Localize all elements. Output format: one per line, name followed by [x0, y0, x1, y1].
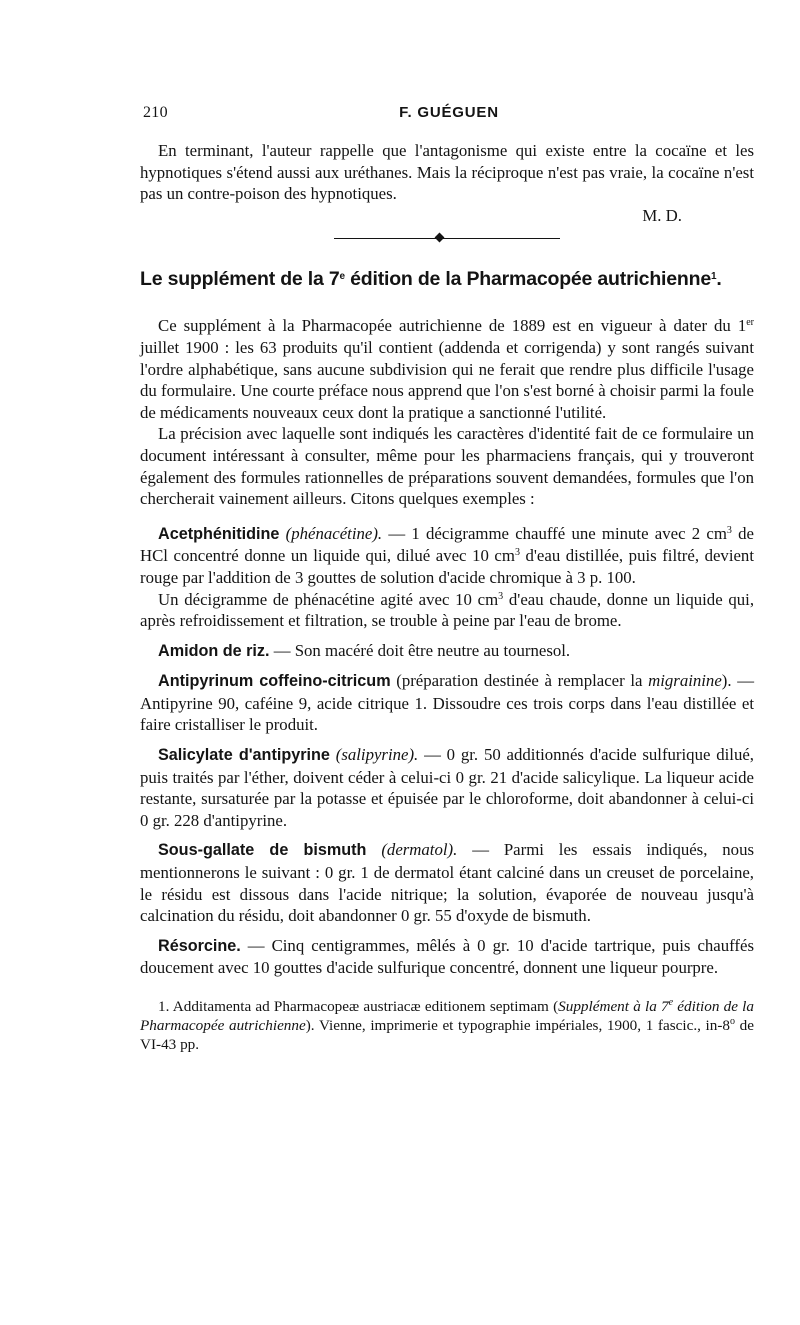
- entry-salicylate: [140, 744, 754, 831]
- text-run: — Parmi les essais indiqués, nous mentionnerons le suivant : 0 gr. 1 de dermatol étant calciné dans un creuset de porcelaine, le résidu est dissous dans l'acide nitrique; la solution, évaporée de nouveau jusqu'à calcination du résidu, doit abandonner 0 gr. 55 d'oxyde de bismuth.: [140, 840, 754, 926]
- page-number: 210: [143, 104, 168, 121]
- text-run: de VI-43 pp.: [140, 1017, 754, 1053]
- paragraph-precision: La précision avec laquelle sont indiqués les caractères d'identité fait de ce formulaire un document intéressant à consulter, même pour les pharmaciens français, qui y trouveront également des formules rationnelles de préparations souvent demandées, formules que l'on chercherait vainement ailleurs. Citons quelques exemples :: [140, 424, 754, 509]
- text-run: — 0 gr. 50 additionnés d'acide sulfurique dilué, puis traités par l'éther, doivent céder à celui-ci 0 gr. 21 d'acide salicylique. La liqueur acide restante, sursaturée par la potasse et épuisée par le chloroforme, doit abandonner à celui-ci 0 gr. 228 d'antipyrine.: [140, 745, 754, 830]
- superscript: er: [746, 317, 754, 329]
- entry-alias: migrainine: [648, 671, 722, 691]
- text-run: 1. Additamenta ad Pharmacopeæ austriacæ editionem septimam (: [158, 998, 559, 1015]
- text-run: — Son macéré doit être neutre au tournesol.: [269, 640, 571, 660]
- section-title-part: .: [716, 268, 722, 291]
- page-body: [140, 140, 754, 1054]
- section-title-superscript: e: [339, 271, 345, 283]
- text-run: d'eau distillée, puis filtré, devient rouge par l'addition de 3 gouttes de solution d'acide chromique à 3 p. 100.: [140, 546, 754, 587]
- entry-amidon: [140, 640, 754, 663]
- text-run: ). — Antipyrine 90, caféine 9, acide citrique 1. Dissoudre ces trois corps dans l'eau distillée et faire cristalliser le produit.: [140, 671, 754, 735]
- signature: M. D.: [642, 205, 682, 225]
- section-title-part: édition de la Pharmacopée autrichienne: [344, 268, 711, 291]
- text-run: — 1 décigramme chauffé une minute avec 2 cm: [382, 523, 727, 543]
- section-title: [140, 267, 754, 291]
- entry-name: Antipyrinum coffeino-citricum: [158, 672, 391, 691]
- text-run: d'eau chaude, donne un liquide qui, après refroidissement et filtration, se trouble à peine par l'eau de brome.: [140, 589, 755, 631]
- superscript: 3: [726, 524, 732, 536]
- section-divider: [334, 232, 560, 246]
- divider-line: [334, 238, 560, 239]
- entry-name: Salicylate d'antipyrine: [158, 746, 330, 765]
- text-run: — Cinq centigrammes, mêlés à 0 gr. 10 d'acide tartrique, puis chauffés doucement avec 10 gouttes d'acide sulfurique concentré, donnent une liqueur pourpre.: [140, 935, 754, 978]
- entry-name: Sous-gallate de bismuth: [158, 841, 367, 860]
- text-run: juillet 1900 : les 63 produits qu'il contient (addenda et corrigenda) y sont rangés suivant l'ordre alphabétique, sans aucune subdivision qui ne ferait que rendre plus difficile l'usage du formulaire. Une courte préface nous apprend que l'on s'est borné à choisir parmi la foule de médicaments nouveaux ceux dont la pratique a sanctionné l'utilité.: [140, 337, 754, 422]
- text-run: Un décigramme de phénacétine agité avec 10 cm: [158, 589, 499, 609]
- superscript: o: [730, 1016, 736, 1027]
- text-run: (préparation destinée à remplacer la: [390, 671, 649, 691]
- entry-acetphenitidine: [140, 523, 754, 589]
- intro-paragraph: En terminant, l'auteur rappelle que l'antagonisme qui existe entre la cocaïne et les hypnotiques s'étend aussi aux uréthanes. Mais la réciproque n'est pas vraie, la cocaïne n'est pas un contre-poison des hypnotiques.: [140, 141, 754, 204]
- text-run: ). Vienne, imprimerie et typographie impériales, 1900, 1 fascic., in-8: [305, 1017, 731, 1034]
- entry-name: Acetphénitidine: [158, 524, 280, 543]
- superscript: 3: [498, 590, 504, 602]
- footnote-italic: édition de la Pharmacopée autrichienne: [140, 998, 754, 1034]
- superscript: e: [668, 997, 674, 1008]
- footnote-reference[interactable]: 1: [710, 271, 717, 283]
- entry-alias: (phénacétine).: [285, 523, 383, 543]
- running-head: F. GUÉGUEN: [399, 104, 499, 121]
- entry-alias: (salipyrine).: [335, 745, 419, 765]
- footnote: [140, 997, 754, 1054]
- entry-sous-gallate: [140, 839, 754, 926]
- text-run: Ce supplément à la Pharmacopée autrichienne de 1889 est en vigueur à dater du 1: [158, 316, 747, 336]
- entry-resorcine: [140, 935, 754, 979]
- entry-name: Résorcine.: [158, 936, 241, 955]
- entry-acetphenitidine-second: [140, 589, 754, 632]
- paragraph-supplement: [140, 315, 754, 423]
- entry-alias: (dermatol).: [381, 840, 458, 860]
- superscript: 3: [514, 547, 520, 559]
- footnote-italic: Supplément à la 7: [558, 998, 669, 1015]
- entry-name: Amidon de riz.: [158, 641, 270, 660]
- page-header: [143, 104, 755, 130]
- entry-antipyrinum: [140, 670, 754, 736]
- divider-diamond-icon: [435, 233, 445, 243]
- section-title-part: Le supplément de la 7: [140, 268, 340, 291]
- text-run: de HCl concentré donne un liquide qui, dilué avec 10 cm: [140, 523, 754, 566]
